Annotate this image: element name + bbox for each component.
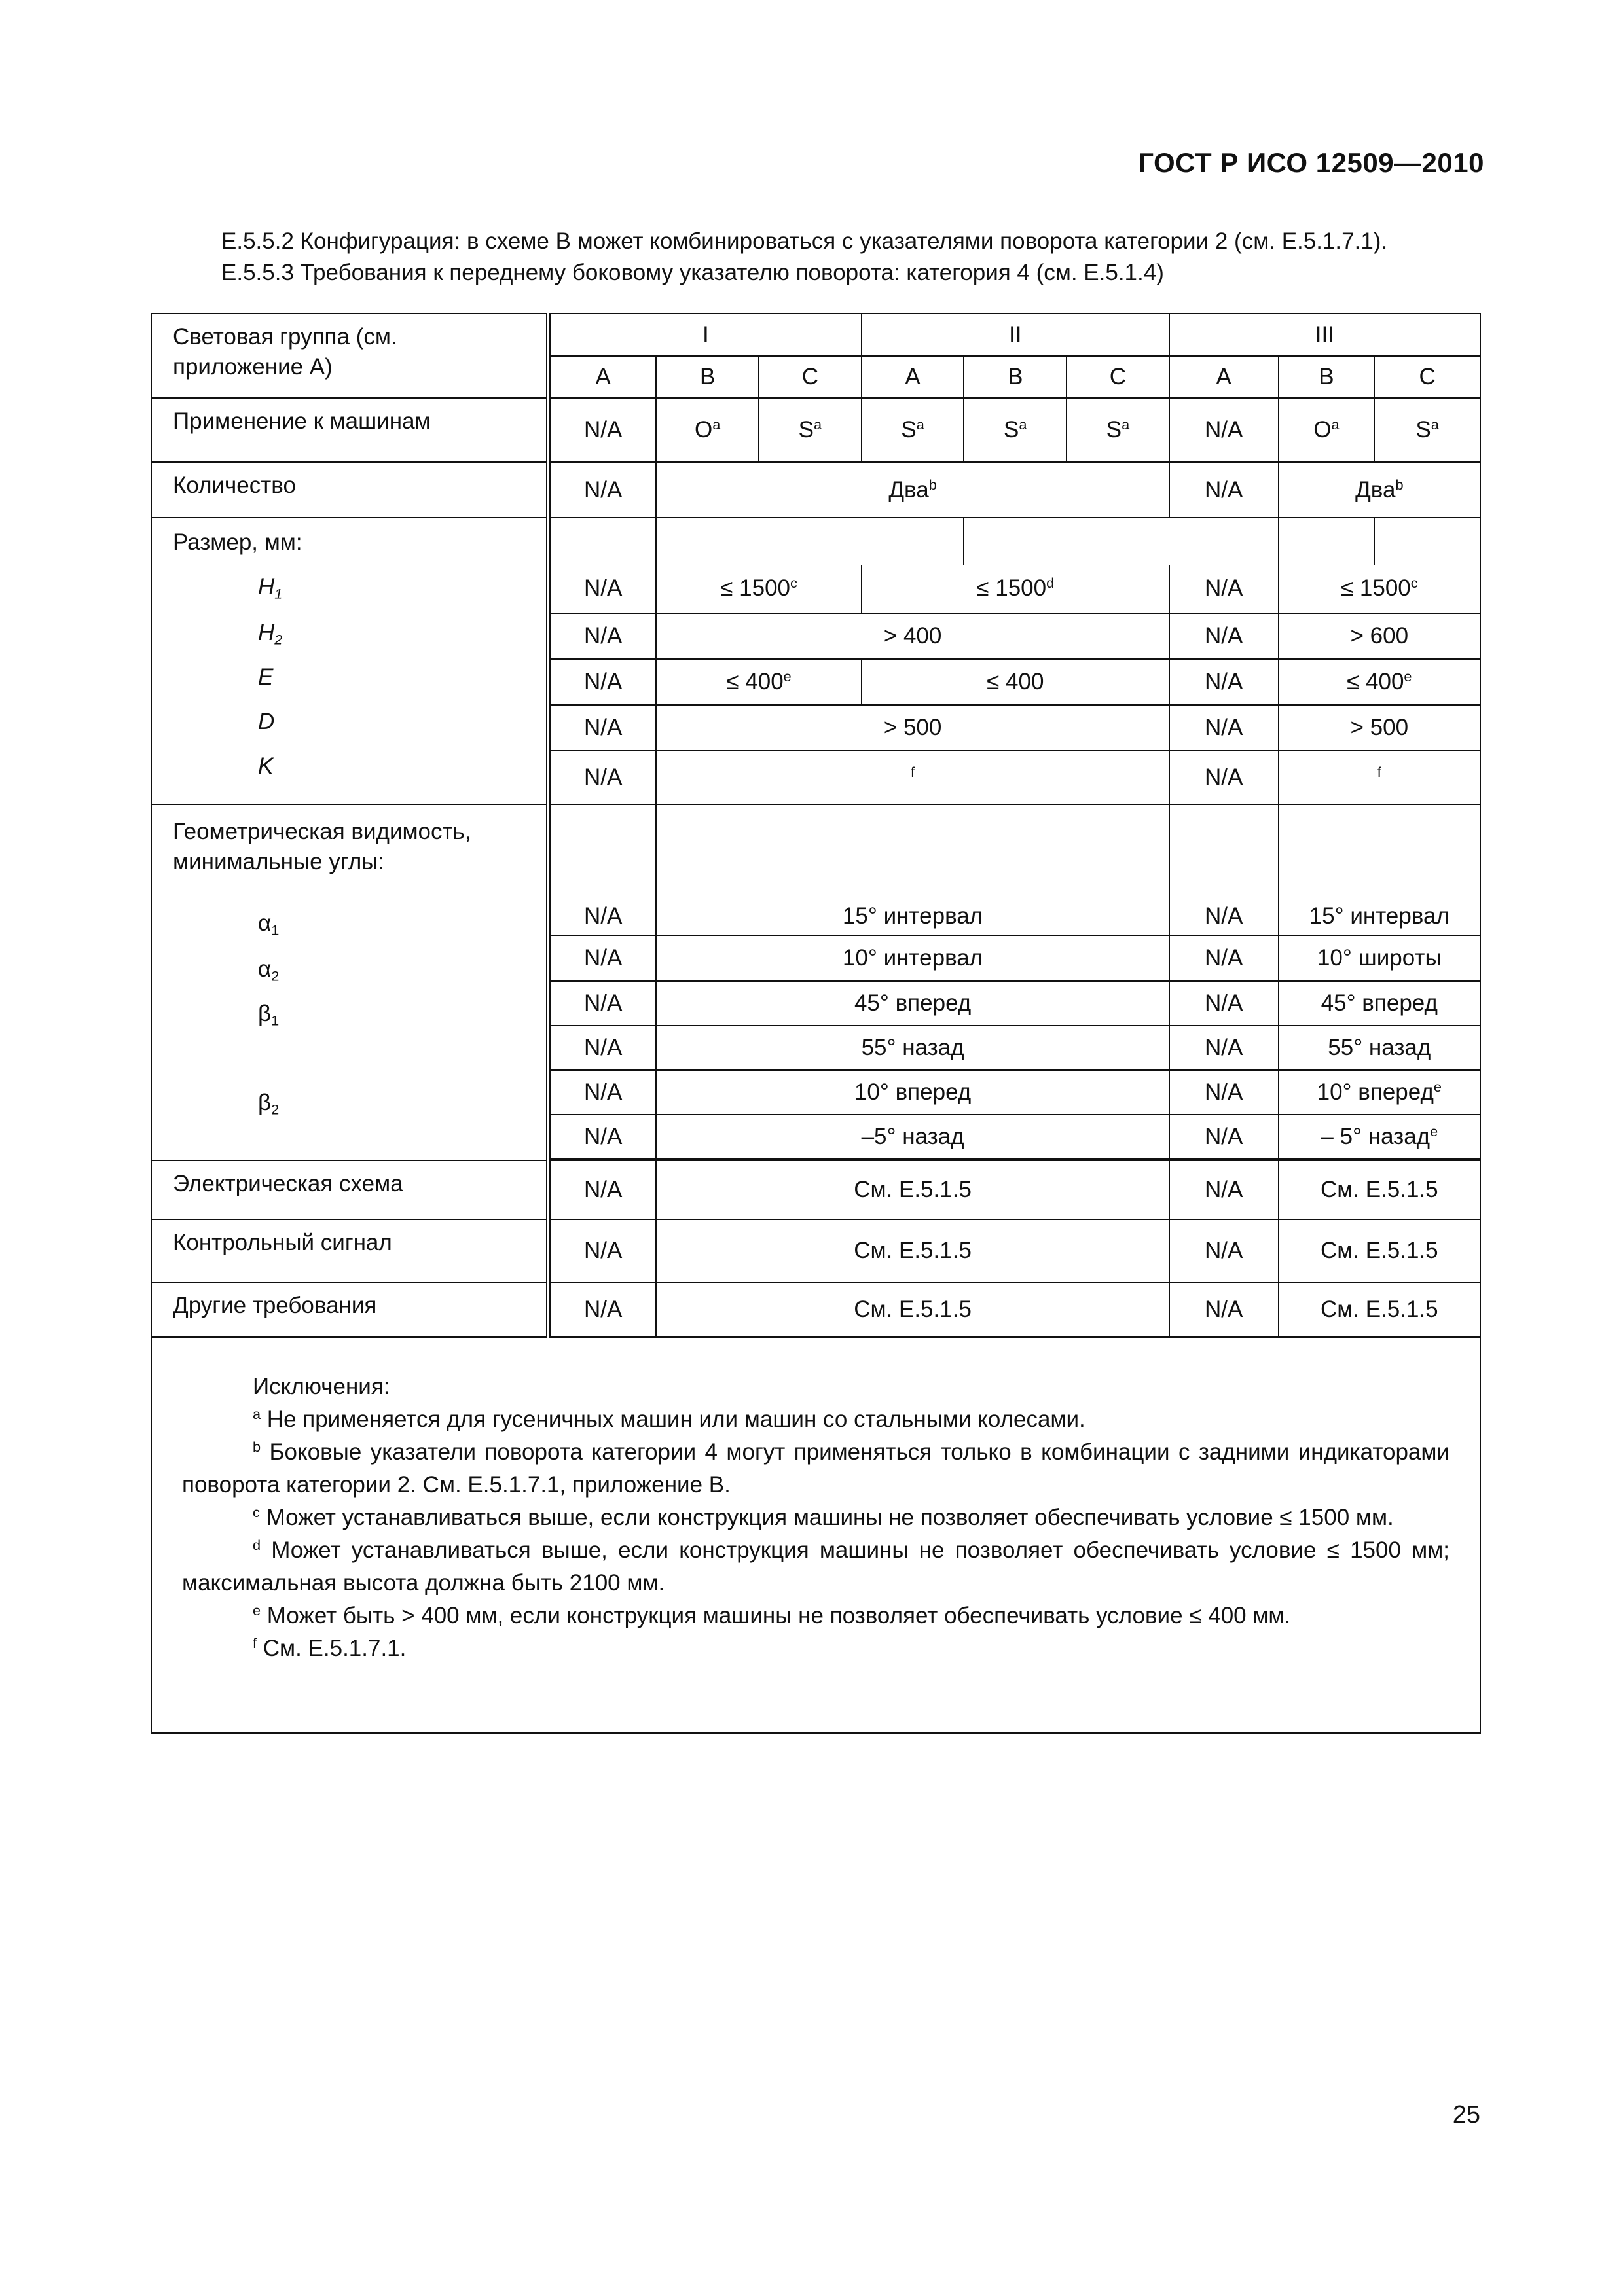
subgroup-header: B — [964, 356, 1067, 398]
na-cell: N/A — [1169, 659, 1279, 705]
symbol-h2: $H_2$ — [258, 620, 283, 648]
group-i-header: I — [549, 314, 862, 356]
other-requirements-label: Другие требования — [151, 1282, 549, 1337]
symbol-alpha2: $\alpha_2$ — [258, 956, 280, 984]
symbol-h1: $H_1$ — [258, 574, 283, 602]
na-cell: N/A — [1169, 462, 1279, 518]
na-cell: N/A — [549, 1115, 657, 1159]
application-label: Применение к машинам — [151, 398, 549, 462]
symbol-alpha1: $\alpha_1$ — [258, 910, 280, 939]
application-cell: $S^a$ — [862, 398, 964, 462]
footnote-b: $^b$ Боковые указатели поворота категории 4 могут применяться только в комбинации с задними индикаторами поворота категории 2. См. Е.5.1.7.1, приложение В. — [182, 1439, 1450, 1498]
beta1-forward-group-i-ii: 45° вперед — [656, 981, 1169, 1026]
application-cell: $O^a$ — [1279, 398, 1375, 462]
beta2-forward-group-i-ii: 10° вперед — [656, 1070, 1169, 1115]
na-cell: N/A — [1169, 565, 1279, 613]
alpha2-group-iii: 10° широты — [1279, 935, 1480, 981]
application-cell: N/A — [549, 398, 657, 462]
symbol-k: K — [258, 753, 274, 779]
na-cell: N/A — [1169, 1026, 1279, 1070]
application-cell: N/A — [1169, 398, 1279, 462]
alpha1-group-i-ii: 15° интервал — [656, 804, 1169, 935]
na-cell: N/A — [549, 981, 657, 1026]
control-signal-label: Контрольный сигнал — [151, 1219, 549, 1282]
e-group-ii: ≤ 400 — [862, 659, 1169, 705]
na-cell: N/A — [1169, 751, 1279, 804]
footnote-a: $^a$ Не применяется для гусеничных машин или машин со стальными колесами. — [253, 1406, 1085, 1432]
na-cell: N/A — [549, 1282, 657, 1337]
intro-line-2: Е.5.5.3 Требования к переднему боковому указателю поворота: категория 4 (см. Е.5.1.4) — [221, 260, 1164, 285]
group-iii-header: III — [1169, 314, 1480, 356]
beta1-back-group-iii: 55° назад — [1279, 1026, 1480, 1070]
k-group-i-ii: f — [656, 751, 1169, 804]
na-cell: N/A — [1169, 613, 1279, 659]
h2-group-iii: > 600 — [1279, 613, 1480, 659]
symbol-beta1: $\beta_1$ — [258, 1001, 280, 1029]
h1-group-i: ≤ $1500^c$ — [656, 565, 861, 613]
d-group-i-ii: > 500 — [656, 705, 1169, 751]
na-cell: N/A — [1169, 1282, 1279, 1337]
h1-group-iii: ≤ $1500^c$ — [1279, 565, 1480, 613]
geometric-visibility-label: Геометрическая видимость, минимальные углы: — [173, 819, 471, 874]
intro-text — [221, 226, 1485, 289]
intro-line-1: Е.5.5.2 Конфигурация: в схеме В может комбинироваться с указателями поворота категории 2 (см. Е.5.1.7.1). — [221, 228, 1388, 254]
footnote-d: $^d$ Может устанавливаться выше, если конструкция машины не позволяет обеспечивать условие ≤ 1500 мм; максимальная высота должна быть 2100 мм. — [182, 1537, 1450, 1596]
d-group-iii: > 500 — [1279, 705, 1480, 751]
subgroup-header: C — [1067, 356, 1169, 398]
exceptions-notes — [151, 1337, 1480, 1733]
subgroup-header: B — [656, 356, 759, 398]
subgroup-header: A — [549, 356, 657, 398]
other-requirements-ref: См. Е.5.1.5 — [656, 1282, 1169, 1337]
footnote-f: $^f$ См. Е.5.1.7.1. — [253, 1635, 407, 1661]
application-cell: $O^a$ — [656, 398, 759, 462]
na-cell: N/A — [1169, 705, 1279, 751]
k-group-iii: f — [1279, 751, 1480, 804]
electrical-ref: См. Е.5.1.5 — [1279, 1160, 1480, 1219]
na-cell: N/A — [549, 1070, 657, 1115]
beta2-forward-group-iii: 10° вперед$^e$ — [1279, 1070, 1480, 1115]
footnote-e: $^e$ Может быть > 400 мм, если конструкция машины не позволяет обеспечивать условие ≤ 400 мм. — [253, 1602, 1291, 1628]
requirements-table — [151, 313, 1481, 1734]
beta2-back-group-iii: – 5° назад$^e$ — [1279, 1115, 1480, 1159]
symbol-e: E — [258, 664, 274, 690]
na-cell: N/A — [549, 565, 657, 613]
e-group-iii: ≤ $400^e$ — [1279, 659, 1480, 705]
size-label: Размер, мм: — [173, 529, 302, 555]
h2-group-i-ii: > 400 — [656, 613, 1169, 659]
beta1-back-group-i-ii: 55° назад — [656, 1026, 1169, 1070]
na-cell: N/A — [1169, 935, 1279, 981]
footnote-c: $^c$ Может устанавливаться выше, если конструкция машины не позволяет обеспечивать условие ≤ 1500 мм. — [253, 1504, 1394, 1530]
application-cell: $S^a$ — [1374, 398, 1480, 462]
subgroup-header: A — [862, 356, 964, 398]
control-signal-ref: См. Е.5.1.5 — [1279, 1219, 1480, 1282]
na-cell: N/A — [1169, 804, 1279, 935]
na-cell: N/A — [549, 1026, 657, 1070]
na-cell: N/A — [1169, 1115, 1279, 1159]
subgroup-header: A — [1169, 356, 1279, 398]
na-cell: N/A — [549, 613, 657, 659]
na-cell: N/A — [1169, 1070, 1279, 1115]
quantity-value: Два$^b$ — [1279, 462, 1480, 518]
electrical-scheme-label: Электрическая схема — [151, 1160, 549, 1219]
page-number: 25 — [1452, 2101, 1480, 2128]
other-requirements-ref: См. Е.5.1.5 — [1279, 1282, 1480, 1337]
electrical-ref: См. Е.5.1.5 — [656, 1160, 1169, 1219]
na-cell: N/A — [1169, 981, 1279, 1026]
na-cell: N/A — [549, 1219, 657, 1282]
subgroup-header: C — [1374, 356, 1480, 398]
alpha2-group-i-ii: 10° интервал — [656, 935, 1169, 981]
size-label-cell — [151, 518, 549, 804]
quantity-label: Количество — [151, 462, 549, 518]
document-header: ГОСТ Р ИСО 12509—2010 — [1138, 147, 1484, 178]
alpha1-group-iii: 15° интервал — [1279, 804, 1480, 935]
subgroup-header: B — [1279, 356, 1375, 398]
application-cell: $S^a$ — [759, 398, 862, 462]
na-cell: N/A — [549, 659, 657, 705]
na-cell: N/A — [1169, 1160, 1279, 1219]
symbol-d: D — [258, 709, 275, 734]
geometric-visibility-cell — [151, 804, 549, 1160]
na-cell: N/A — [549, 804, 657, 935]
beta2-back-group-i-ii: –5° назад — [656, 1115, 1169, 1159]
exceptions-title: Исключения: — [253, 1374, 390, 1399]
na-cell: N/A — [549, 1160, 657, 1219]
quantity-value: Два$^b$ — [656, 462, 1169, 518]
group-ii-header: II — [862, 314, 1169, 356]
na-cell: N/A — [549, 751, 657, 804]
symbol-beta2: $\beta_2$ — [258, 1090, 280, 1118]
na-cell: N/A — [549, 462, 657, 518]
application-cell: $S^a$ — [1067, 398, 1169, 462]
subgroup-header: C — [759, 356, 862, 398]
control-signal-ref: См. Е.5.1.5 — [656, 1219, 1169, 1282]
e-group-i: ≤ $400^e$ — [656, 659, 861, 705]
na-cell: N/A — [549, 705, 657, 751]
beta1-forward-group-iii: 45° вперед — [1279, 981, 1480, 1026]
h1-group-ii: ≤ $1500^d$ — [862, 565, 1169, 613]
na-cell: N/A — [1169, 1219, 1279, 1282]
na-cell: N/A — [549, 935, 657, 981]
application-cell: $S^a$ — [964, 398, 1067, 462]
light-group-label: Световая группа (см. приложение А) — [151, 314, 549, 398]
